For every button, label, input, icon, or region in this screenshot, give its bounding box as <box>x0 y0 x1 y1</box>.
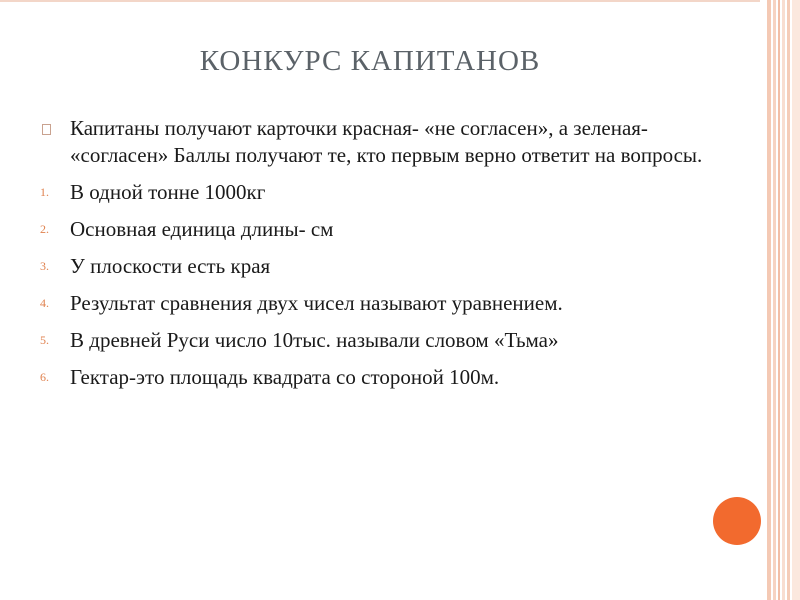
list-item <box>40 216 720 243</box>
list-item <box>40 364 720 391</box>
top-divider <box>0 0 760 2</box>
item-number: 2. <box>40 222 49 236</box>
slide-title: КОНКУРС КАПИТАНОВ <box>199 45 541 77</box>
slide-content <box>40 115 720 401</box>
intro-text: Капитаны получают карточки красная- «не согласен», а зеленая- «согласен» Баллы получают те, кто первым верно ответит на вопросы. <box>70 116 703 167</box>
right-border-bar <box>767 0 771 600</box>
intro-paragraph <box>40 115 720 169</box>
item-text: В древней Руси число 10тыс. называли словом «Тьма» <box>70 328 559 352</box>
list-item <box>40 290 720 317</box>
right-border-bar <box>782 0 785 600</box>
orange-circle-decoration <box>713 497 761 545</box>
item-number: 1. <box>40 185 49 199</box>
item-text: Гектар-это площадь квадрата со стороной 100м. <box>70 365 500 389</box>
item-number: 4. <box>40 296 49 310</box>
right-border-bar <box>778 0 780 600</box>
right-border-bar <box>787 0 790 600</box>
item-text: У плоскости есть края <box>70 254 271 278</box>
right-border-bar <box>773 0 776 600</box>
item-number: 6. <box>40 370 49 384</box>
bullet-icon <box>42 124 51 135</box>
right-border-bar <box>792 0 800 600</box>
item-number: 5. <box>40 333 49 347</box>
item-number: 3. <box>40 259 49 273</box>
item-text: Основная единица длины- см <box>70 217 334 241</box>
list-item <box>40 253 720 280</box>
item-text: Результат сравнения двух чисел называют уравнением. <box>70 291 563 315</box>
list-item <box>40 327 720 354</box>
list-item <box>40 179 720 206</box>
item-text: В одной тонне 1000кг <box>70 180 266 204</box>
